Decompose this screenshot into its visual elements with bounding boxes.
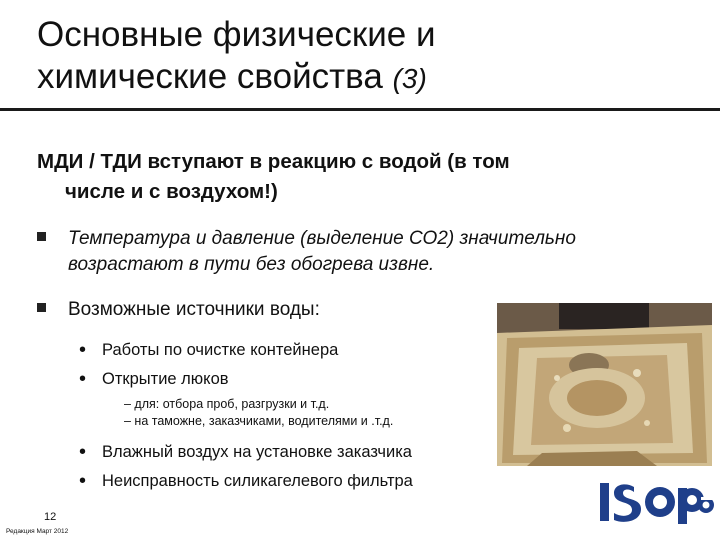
dot-bullet-icon: •	[79, 441, 87, 463]
sub-item	[79, 339, 338, 361]
title-line-2: химические свойства	[37, 57, 383, 96]
solidified-container-photo	[497, 303, 712, 466]
dot-bullet-icon: •	[79, 470, 87, 492]
sub-item	[79, 368, 229, 390]
bullet-line-1: Температура и давление (выделение СО2) значительно	[68, 228, 576, 249]
sub-item-label: Работы по очистке контейнера	[102, 341, 339, 359]
square-bullet-icon	[37, 303, 46, 312]
bullet-line-1: Возможные источники воды:	[68, 299, 320, 320]
dot-bullet-icon: •	[79, 339, 87, 361]
lead-line-2: числе и с воздухом!)	[65, 180, 278, 203]
bullet-temperature	[37, 226, 717, 278]
title-divider	[0, 108, 720, 111]
sub-item	[79, 441, 412, 463]
lead-statement	[37, 147, 707, 207]
title-line-1: Основные физические и	[37, 15, 436, 54]
dash-item: – на таможне, заказчиками, водителями и .т.д.	[124, 414, 394, 428]
dot-bullet-icon: •	[79, 368, 87, 390]
sub-item	[79, 470, 413, 492]
isopa-logo-icon	[598, 478, 714, 538]
footer-revision: Редакция Март 2012	[6, 528, 69, 535]
sub-item-label: Открытие люков	[102, 370, 229, 388]
sub-item-label: Неисправность силикагелевого фильтра	[102, 472, 413, 490]
isopa-logo	[598, 478, 714, 538]
lead-line-1: МДИ / ТДИ вступают в реакцию с водой (в том	[37, 150, 510, 173]
title-suffix: (3)	[392, 63, 427, 94]
page-number: 12	[44, 511, 57, 523]
dash-item: – для: отбора проб, разгрузки и т.д.	[124, 397, 330, 411]
sub-item-label: Влажный воздух на установке заказчика	[102, 443, 412, 461]
slide-title	[37, 14, 436, 100]
square-bullet-icon	[37, 232, 46, 241]
bullet-water-sources	[37, 297, 320, 323]
bullet-line-2: возрастают в пути без обогрева извне.	[68, 254, 435, 275]
